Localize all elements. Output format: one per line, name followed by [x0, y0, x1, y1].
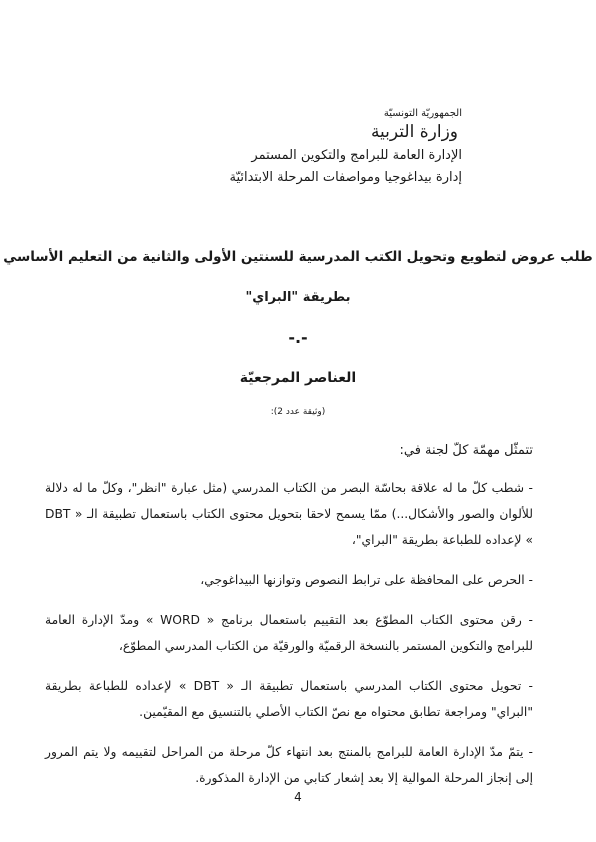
directorate-line: إدارة بيداغوجيا ومواصفات المرحلة الابتدائيّة: [229, 170, 462, 185]
list-item: - شطب كلّ ما له علاقة بحاسّة البصر من الكتاب المدرسي (مثل عبارة "انظر"، وكلّ ما له دلالة للألوان والصور والأشكال...) ممّا يسمح لاحقا بتحويل محتوى الكتاب باستعمال تطبيقة الـ « DBT » لإعداده للطباعة بطريقة "البراي"،: [45, 481, 533, 547]
method-subtitle: بطريقة "البراي": [245, 290, 351, 305]
section-heading: العناصر المرجعيّة: [239, 370, 357, 386]
list-item: - يتمّ مدّ الإدارة العامة للبرامج بالمنتج بعد انتهاء كلّ مرحلة من المراحل لتقييمه ولا يتم المرور إلى إنجاز المرحلة الموالية إلا بعد إشعار كتابي من الإدارة المذكورة.: [45, 745, 533, 785]
republic-line: الجمهوريّة التونسيّة: [383, 108, 462, 119]
list-item: - الحرص على المحافظة على ترابط النصوص وتوازنها البيداغوجي،: [200, 573, 533, 587]
page-number: 4: [294, 790, 302, 804]
document-reference: (وثيقة عدد 2):: [270, 407, 326, 417]
intro-text: تتمثّل مهمّة كلّ لجنة في:: [399, 443, 533, 458]
separator: -.-: [288, 328, 308, 347]
ministry-line: وزارة التربية: [370, 122, 458, 142]
document-title: طلب عروض لتطويع وتحويل الكتب المدرسية للسنتين الأولى والثانية من التعليم الأساسي: [3, 249, 593, 265]
task-list: [45, 475, 533, 805]
list-item: - تحويل محتوى الكتاب المدرسي باستعمال تطبيقة الـ « DBT » لإعداده للطباعة بطريقة "البراي" ومراجعة تطابق محتواه مع نصّ الكتاب الأصلي بالتنسيق مع المقيّمين.: [45, 679, 533, 719]
list-item: - رقن محتوى الكتاب المطوّع بعد التقييم باستعمال برنامج « WORD » ومدّ الإدارة العامة للبرامج والتكوين المستمر بالنسخة الرقميّة والورقيّة من الكتاب المدرسي المطوّع،: [45, 613, 533, 653]
directorate-general-line: الإدارة العامة للبرامج والتكوين المستمر: [251, 148, 462, 163]
